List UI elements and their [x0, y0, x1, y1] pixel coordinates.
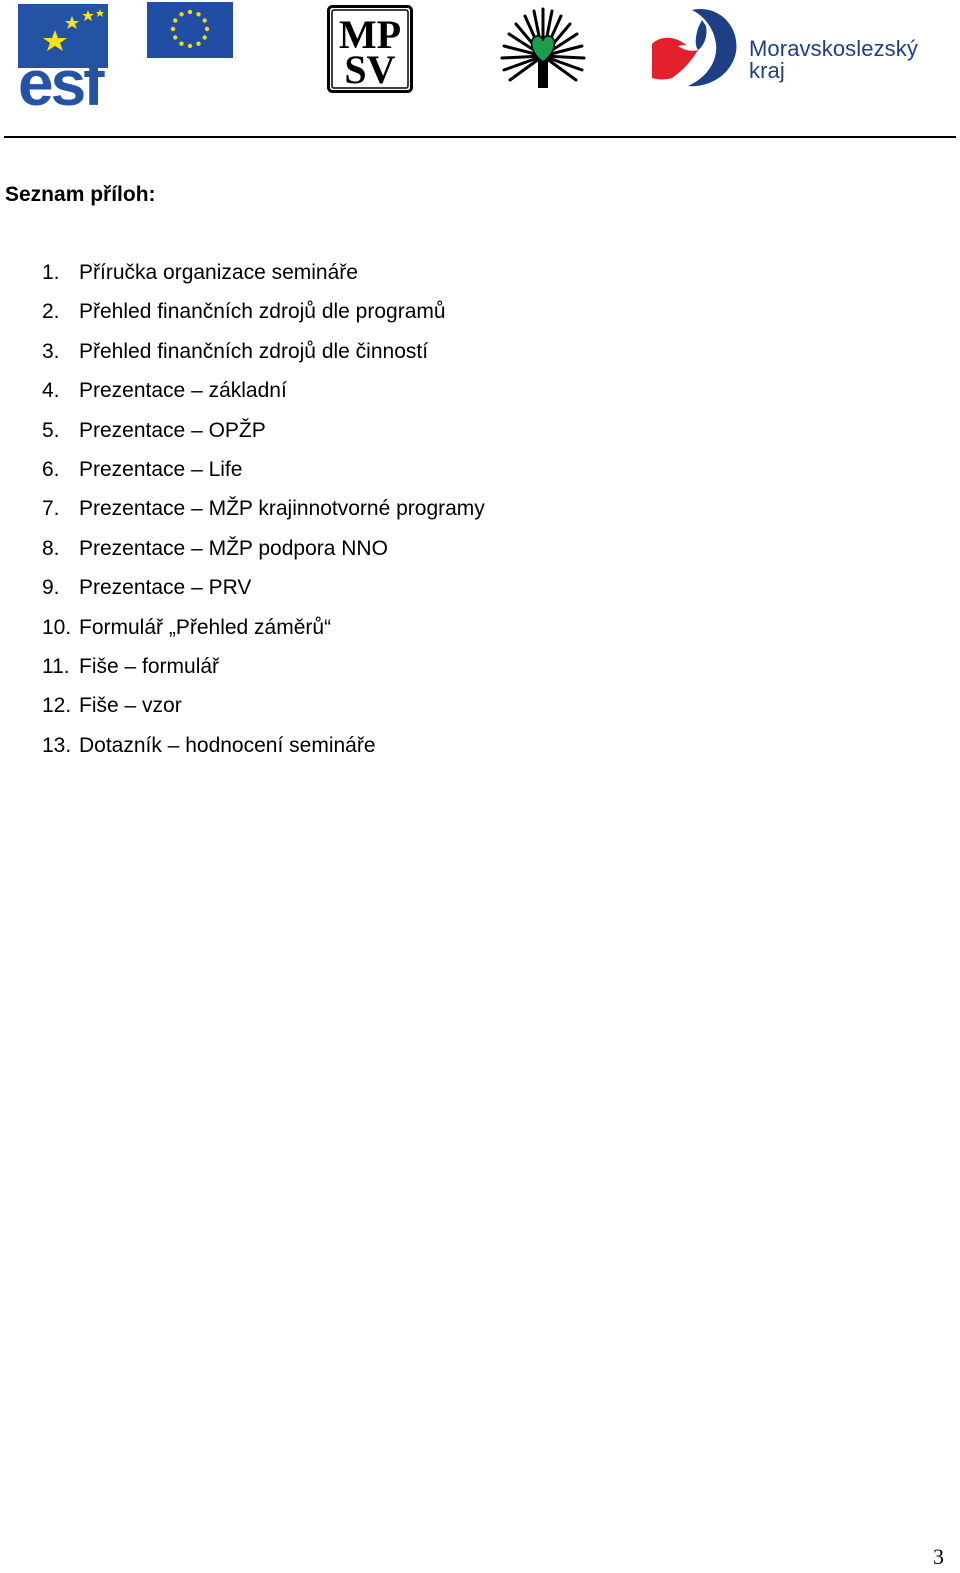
list-item	[42, 296, 485, 335]
list-item-text: Dotazník – hodnocení semináře	[79, 733, 376, 757]
msk-logo-line2: kraj	[749, 58, 785, 83]
list-item	[42, 651, 485, 690]
attachments-title: Seznam příloh:	[5, 183, 156, 206]
list-item	[42, 454, 485, 493]
mpsv-logo	[327, 5, 413, 93]
list-item-number: 2.	[42, 300, 60, 324]
eu-flag-icon	[147, 2, 233, 58]
list-item-number: 9.	[42, 576, 60, 600]
msk-emblem-icon	[648, 6, 744, 90]
moravskoslezsky-kraj-logo	[648, 6, 918, 90]
list-item	[42, 493, 485, 532]
list-item	[42, 690, 485, 729]
msk-logo-text	[749, 38, 918, 82]
list-item-text: Prezentace – základní	[79, 379, 287, 403]
logo-bar	[0, 0, 960, 136]
list-item-number: 1.	[42, 261, 60, 284]
mpsv-line1: MP	[338, 12, 402, 57]
msk-logo-line1: Moravskoslezský	[749, 36, 918, 61]
list-item-number: 13.	[42, 733, 72, 757]
tree-heart-logo	[500, 6, 586, 90]
list-item-number: 8.	[42, 536, 60, 560]
list-item-text: Formulář „Přehled záměrů“	[79, 615, 332, 639]
list-item-number: 6.	[42, 457, 60, 481]
list-item-text: Fiše – formulář	[79, 654, 220, 678]
list-item-text: Prezentace – OPŽP	[79, 418, 266, 442]
list-item	[42, 730, 485, 769]
list-item-text: Prezentace – MŽP krajinnotvorné programy	[79, 497, 485, 521]
list-item-number: 3.	[42, 339, 60, 363]
list-item	[42, 336, 485, 375]
list-item-text: Fiše – vzor	[79, 694, 182, 718]
list-item-number: 4.	[42, 379, 60, 403]
list-item	[42, 375, 485, 414]
header-divider	[4, 136, 956, 138]
list-item-text: Prezentace – PRV	[79, 576, 252, 600]
list-item	[42, 612, 485, 651]
esf-logo-text: esf	[18, 47, 102, 110]
list-item-number: 10.	[42, 615, 72, 639]
list-item-number: 12.	[42, 694, 72, 718]
list-item	[42, 257, 485, 296]
eu-flag-logo	[147, 2, 233, 58]
list-item-number: 7.	[42, 497, 60, 521]
list-item-number: 11.	[42, 654, 70, 678]
attachments-list	[42, 257, 485, 769]
esf-logo	[18, 4, 140, 110]
mpsv-line2: SV	[344, 47, 396, 92]
tree-heart-icon	[500, 6, 586, 90]
list-item	[42, 533, 485, 572]
mpsv-logo-graphic	[327, 5, 413, 93]
list-item-number: 5.	[42, 418, 60, 442]
list-item-text: Přehled finančních zdrojů dle činností	[79, 339, 429, 363]
list-item-text: Přehled finančních zdrojů dle programů	[79, 300, 446, 324]
list-item-text: Prezentace – Life	[79, 457, 243, 481]
list-item-text: Příručka organizace semináře	[79, 261, 358, 284]
list-item	[42, 572, 485, 611]
esf-logo-graphic	[18, 4, 140, 110]
page-number: 3	[933, 1544, 944, 1569]
list-item-text: Prezentace – MŽP podpora NNO	[79, 536, 388, 560]
list-item	[42, 415, 485, 454]
